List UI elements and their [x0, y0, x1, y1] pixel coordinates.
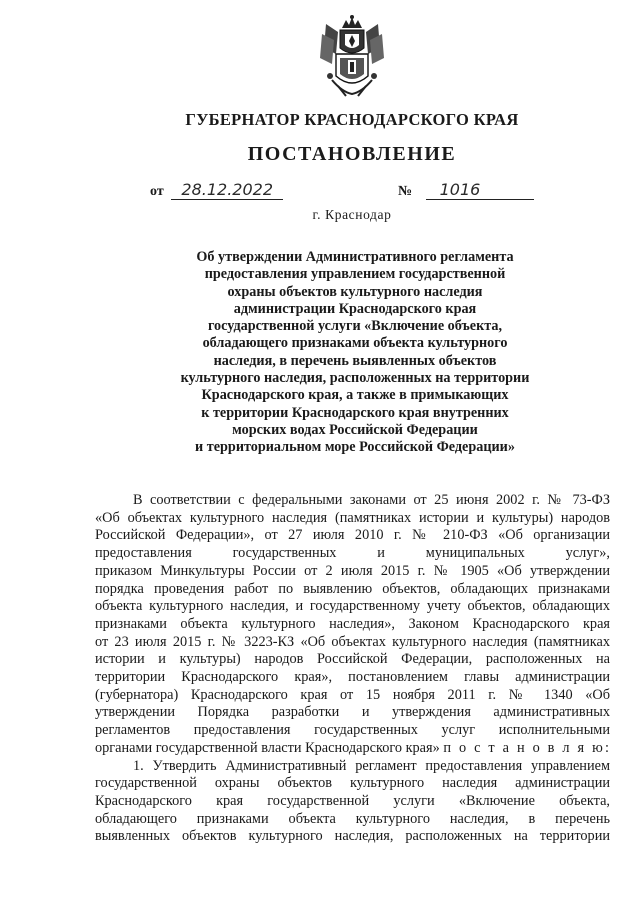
title-line: администрации Краснодарского края: [233, 300, 477, 317]
body-line: истории и культуры) народов Российской Федерации, расположенных на: [95, 651, 610, 668]
handwritten-number: 1016: [426, 180, 534, 200]
issue-city: г. Краснодар: [312, 207, 392, 222]
title-line: Краснодарского края, а также в примыкающих: [201, 387, 509, 404]
document-title: [120, 249, 590, 457]
body-line: государственной охраны объектов культурного наследия администрации: [95, 775, 610, 792]
body-line: порядка проведения работ по выявлению объектов, обладающих признаками: [95, 580, 610, 597]
body-line: признаками объекта культурного наследия», Законом Краснодарского края: [95, 615, 610, 632]
handwritten-date: 28.12.2022: [171, 180, 283, 200]
body-line: регламентов предоставления государственных услуг исполнительными: [95, 722, 610, 739]
document-type: ПОСТАНОВЛЕНИЕ: [247, 143, 457, 165]
document-body: [95, 492, 610, 846]
title-line: и территориальном море Российской Федерации»: [195, 439, 515, 456]
body-line: Российской Федерации», от 27 июля 2010 г. № 210-ФЗ «Об организации: [95, 527, 610, 544]
title-line: охраны объектов культурного наследия: [227, 283, 483, 300]
body-line: утверждении Порядка разработки и утверждения административных: [95, 704, 610, 721]
decree-word: п о с т а н о в л я ю:: [443, 739, 612, 756]
body-line: объекта культурного наследия, и государственному учету объектов, обладающих: [95, 598, 610, 615]
title-line: культурного наследия, расположенных на территории: [180, 370, 530, 387]
title-line: обладающего признаками объекта культурного: [202, 335, 508, 352]
document-date-line: [150, 180, 283, 200]
body-line: территории Краснодарского края», постановлением главы администрации: [95, 669, 610, 686]
title-line: морских водах Российской Федерации: [232, 421, 478, 438]
body-line: «Об объектах культурного наследия (памятниках истории и культуры) народов: [95, 509, 610, 526]
body-line: [95, 740, 610, 758]
date-prefix: от: [150, 184, 164, 199]
body-line: от 23 июля 2015 г. № 3223-КЗ «Об объектах культурного наследия (памятниках: [95, 633, 610, 650]
krasnodar-coat-of-arms-emblem: [318, 14, 386, 98]
body-line: (губернатора) Краснодарского края от 15 ноября 2011 г. № 1340 «Об: [95, 686, 610, 703]
title-line: Об утверждении Административного регламента: [196, 249, 514, 265]
title-line: предоставления управлением государственной: [204, 266, 506, 283]
document-number-line: [398, 180, 534, 200]
body-line-text: органами государственной власти Краснодарского края»: [95, 739, 440, 756]
body-line: приказом Минкультуры России от 2 июля 2015 г. № 1905 «Об утверждении: [95, 562, 610, 579]
body-line: обладающего признаками объекта культурного наследия, в перечень: [95, 810, 610, 827]
body-line: выявленных объектов культурного наследия, расположенных на территории: [95, 828, 610, 845]
title-line: государственной услуги «Включение объекта,: [207, 318, 503, 335]
issuing-authority: ГУБЕРНАТОР КРАСНОДАРСКОГО КРАЯ: [185, 110, 519, 129]
number-prefix: №: [398, 184, 413, 199]
body-line: Краснодарского края государственной услуги «Включение объекта,: [95, 792, 610, 809]
body-line: предоставления государственных и муниципальных услуг»,: [95, 545, 610, 562]
body-line: 1. Утвердить Административный регламент предоставления управлением: [133, 757, 610, 774]
title-line: к территории Краснодарского края внутренних: [201, 404, 509, 421]
body-line: В соответствии с федеральными законами от 25 июня 2002 г. № 73-ФЗ: [133, 492, 610, 508]
title-line: наследия, в перечень выявленных объектов: [213, 352, 497, 369]
